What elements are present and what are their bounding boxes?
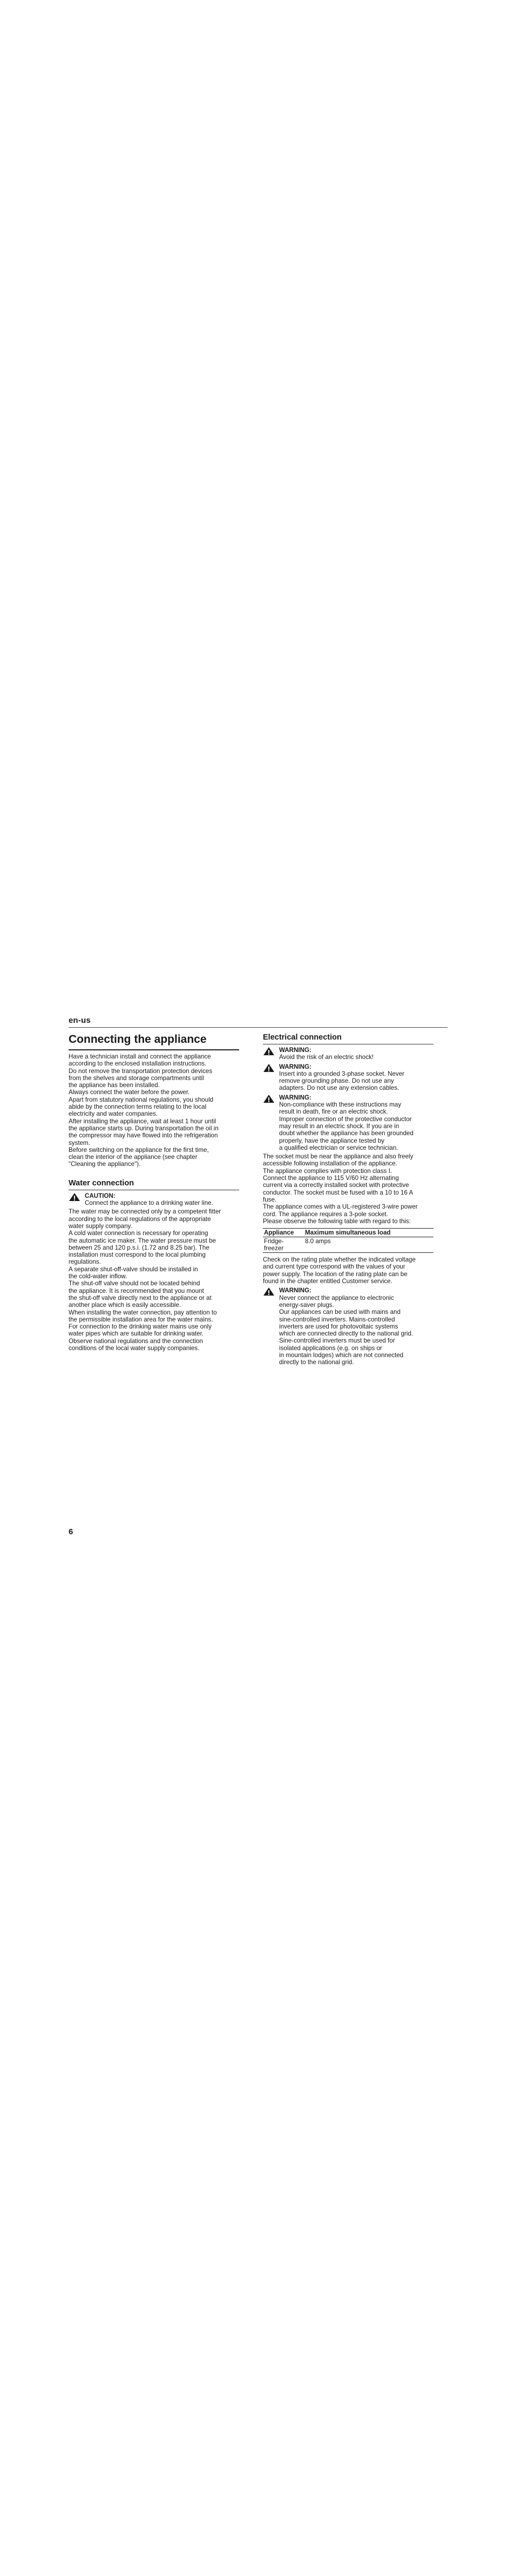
caution-label: CAUTION: [85, 1192, 116, 1199]
text-line: cord. The appliance requires a 3-pole socket. [263, 1210, 388, 1218]
section-title-connecting: Connecting the appliance [69, 1033, 239, 1050]
text-line: Connect the appliance to 115 V/60 Hz alternating [263, 1175, 399, 1182]
text-line: system. [69, 1139, 90, 1147]
text-line: electricity and water companies. [69, 1110, 158, 1118]
text-line: regulations. [69, 1258, 101, 1266]
warning-label: WARNING: [279, 1063, 311, 1070]
text-line: The shut-off valve should not be located behind [69, 1280, 200, 1287]
text-line: found in the chapter entitled Customer service. [263, 1278, 392, 1285]
header-divider [69, 1027, 448, 1028]
text-line: the appliance. It is recommended that you mount [69, 1287, 204, 1294]
text-line: water pipes which are suitable for drinking water. [69, 1330, 204, 1338]
text-line: power supply. The location of the rating plate can be [263, 1270, 408, 1278]
text-line: the automatic ice maker. The water pressure must be [69, 1237, 216, 1244]
page-number: 6 [69, 1527, 73, 1536]
text-line: fuse. [263, 1196, 277, 1203]
right-column [263, 1033, 433, 1368]
text-line: and current type correspond with the values of your [263, 1263, 405, 1271]
text-line: The water may be connected only by a competent fitter [69, 1208, 221, 1216]
text-line: a qualified electrician or service technician. [279, 1144, 398, 1151]
table-header-row [263, 1229, 433, 1237]
text-line: isolated applications (e.g. on ships or [279, 1344, 382, 1352]
text-line: may result in an electric shock. If you are in [279, 1122, 399, 1130]
text-line: between 25 and 120 p.s.i. (1.72 and 8.25 bar). The [69, 1244, 209, 1251]
text-line: according to the enclosed installation instructions. [69, 1060, 207, 1068]
text-line: Apart from statutory national regulations, you should [69, 1096, 214, 1103]
electrical-paragraph-1 [263, 1153, 433, 1225]
text-line: Sine-controlled inverters must be used for [279, 1337, 395, 1345]
text-line: directly to the national grid. [279, 1359, 354, 1366]
warning-triangle-icon [69, 1192, 80, 1202]
warning-notice-1 [263, 1047, 433, 1061]
text-line: Have a technician install and connect the appliance [69, 1053, 211, 1060]
warning-triangle-icon [263, 1047, 275, 1056]
text-line: After installing the appliance, wait at least 1 hour until [69, 1117, 216, 1125]
warning-triangle-icon [263, 1063, 275, 1073]
text-line: Insert into a grounded 3-phase socket. Never [279, 1070, 405, 1077]
text-line: The socket must be near the appliance and also freely [263, 1153, 414, 1161]
text-line: water supply company. [69, 1222, 132, 1230]
warning-triangle-icon [263, 1287, 275, 1296]
text-line: inverters are used for photovoltaic systems [279, 1323, 398, 1330]
text-line: Avoid the risk of an electric shock! [279, 1054, 374, 1061]
text-line: the permissible installation area for the water mains. [69, 1316, 213, 1323]
text-line: clean the interior of the appliance (see chapter [69, 1154, 198, 1161]
text-line: the cold-water inflow. [69, 1273, 127, 1280]
table-header-load: Maximum simultaneous load [304, 1229, 433, 1237]
text-line: Before switching on the appliance for the first time, [69, 1146, 209, 1154]
text-line: the appliance starts up. During transportation the oil in [69, 1124, 219, 1132]
text-line: conditions of the local water supply companies. [69, 1344, 200, 1352]
language-code: en-us [69, 1016, 91, 1025]
text-line: energy-saver plugs. [279, 1301, 334, 1309]
text-line: Do not remove the transportation protection devices [69, 1067, 213, 1075]
table-cell-appliance [263, 1237, 304, 1253]
text-line: the appliance has been installed. [69, 1082, 160, 1089]
text-line: A separate shut-off-valve should be installed in [69, 1265, 198, 1273]
text-line: current via a correctly installed socket with protective [263, 1182, 409, 1189]
text-line: abide by the connection terms relating to the local [69, 1103, 207, 1111]
intro-paragraph [69, 1053, 239, 1168]
water-paragraph [69, 1208, 239, 1352]
text-line: When installing the water connection, pay attention to [69, 1309, 217, 1316]
text-line: Always connect the water before the power. [69, 1089, 190, 1096]
warning-notice-3 [263, 1094, 433, 1151]
warning-label: WARNING: [279, 1287, 311, 1294]
warning-label: WARNING: [279, 1047, 311, 1054]
warning-notice-2 [263, 1063, 433, 1092]
electrical-paragraph-2 [263, 1256, 433, 1285]
text-line: Improper connection of the protective conductor [279, 1115, 412, 1123]
text-line: Our appliances can be used with mains and [279, 1309, 401, 1316]
text-line: adapters. Do not use any extension cables. [279, 1084, 399, 1092]
cell-line: Fridge- [264, 1238, 284, 1245]
text-line: remove grounding phase. Do not use any [279, 1077, 394, 1085]
text-line: according to the local regulations of the appropriate [69, 1215, 211, 1223]
text-line: which are connected directly to the national grid. [279, 1330, 414, 1338]
text-line: properly, have the appliance tested by [279, 1137, 385, 1144]
text-line: installation must correspond to the local plumbing [69, 1251, 206, 1259]
caution-text: Connect the appliance to a drinking water line. [85, 1199, 213, 1207]
text-line: accessible following installation of the appliance. [263, 1160, 397, 1168]
text-line: "Cleaning the appliance"). [69, 1161, 141, 1168]
warning-triangle-icon [263, 1094, 275, 1103]
text-line: conductor. The socket must be fused with a 10 to 16 A [263, 1189, 414, 1196]
left-column [69, 1033, 239, 1352]
text-line: The appliance complies with protection class I. [263, 1167, 392, 1175]
section-heading-water: Water connection [69, 1178, 239, 1190]
text-line: result in death, fire or an electric shock. [279, 1108, 388, 1116]
text-line: the shut-off valve directly next to the appliance or at [69, 1294, 212, 1302]
cell-line: freezer [264, 1245, 284, 1252]
text-line: Please observe the following table with regard to this: [263, 1217, 411, 1225]
text-line: Never connect the appliance to electronic [279, 1294, 394, 1302]
table-row [263, 1237, 433, 1253]
warning-notice-4 [263, 1287, 433, 1366]
warning-label: WARNING: [279, 1094, 311, 1101]
section-heading-electrical: Electrical connection [263, 1033, 433, 1044]
table-cell-load: 8.0 amps [304, 1237, 433, 1253]
text-line: For connection to the drinking water mains use only [69, 1323, 212, 1331]
caution-notice [69, 1192, 239, 1207]
text-line: sine-controlled inverters. Mains-controlled [279, 1316, 395, 1323]
text-line: another place which is easily accessible. [69, 1302, 181, 1309]
text-line: A cold water connection is necessary for operating [69, 1230, 208, 1237]
text-line: from the shelves and storage compartments until [69, 1074, 204, 1082]
text-line: in mountain lodges) which are not connected [279, 1351, 404, 1359]
text-line: Non-compliance with these instructions may [279, 1101, 402, 1109]
text-line: the compressor may have flowed into the refrigeration [69, 1132, 218, 1139]
text-line: Observe national regulations and the connection [69, 1337, 203, 1345]
table-header-appliance: Appliance [263, 1229, 304, 1237]
text-line: The appliance comes with a UL-registered 3-wire power [263, 1203, 418, 1211]
load-table [263, 1228, 433, 1253]
text-line: Check on the rating plate whether the indicated voltage [263, 1256, 416, 1264]
text-line: doubt whether the appliance has been grounded [279, 1130, 414, 1137]
